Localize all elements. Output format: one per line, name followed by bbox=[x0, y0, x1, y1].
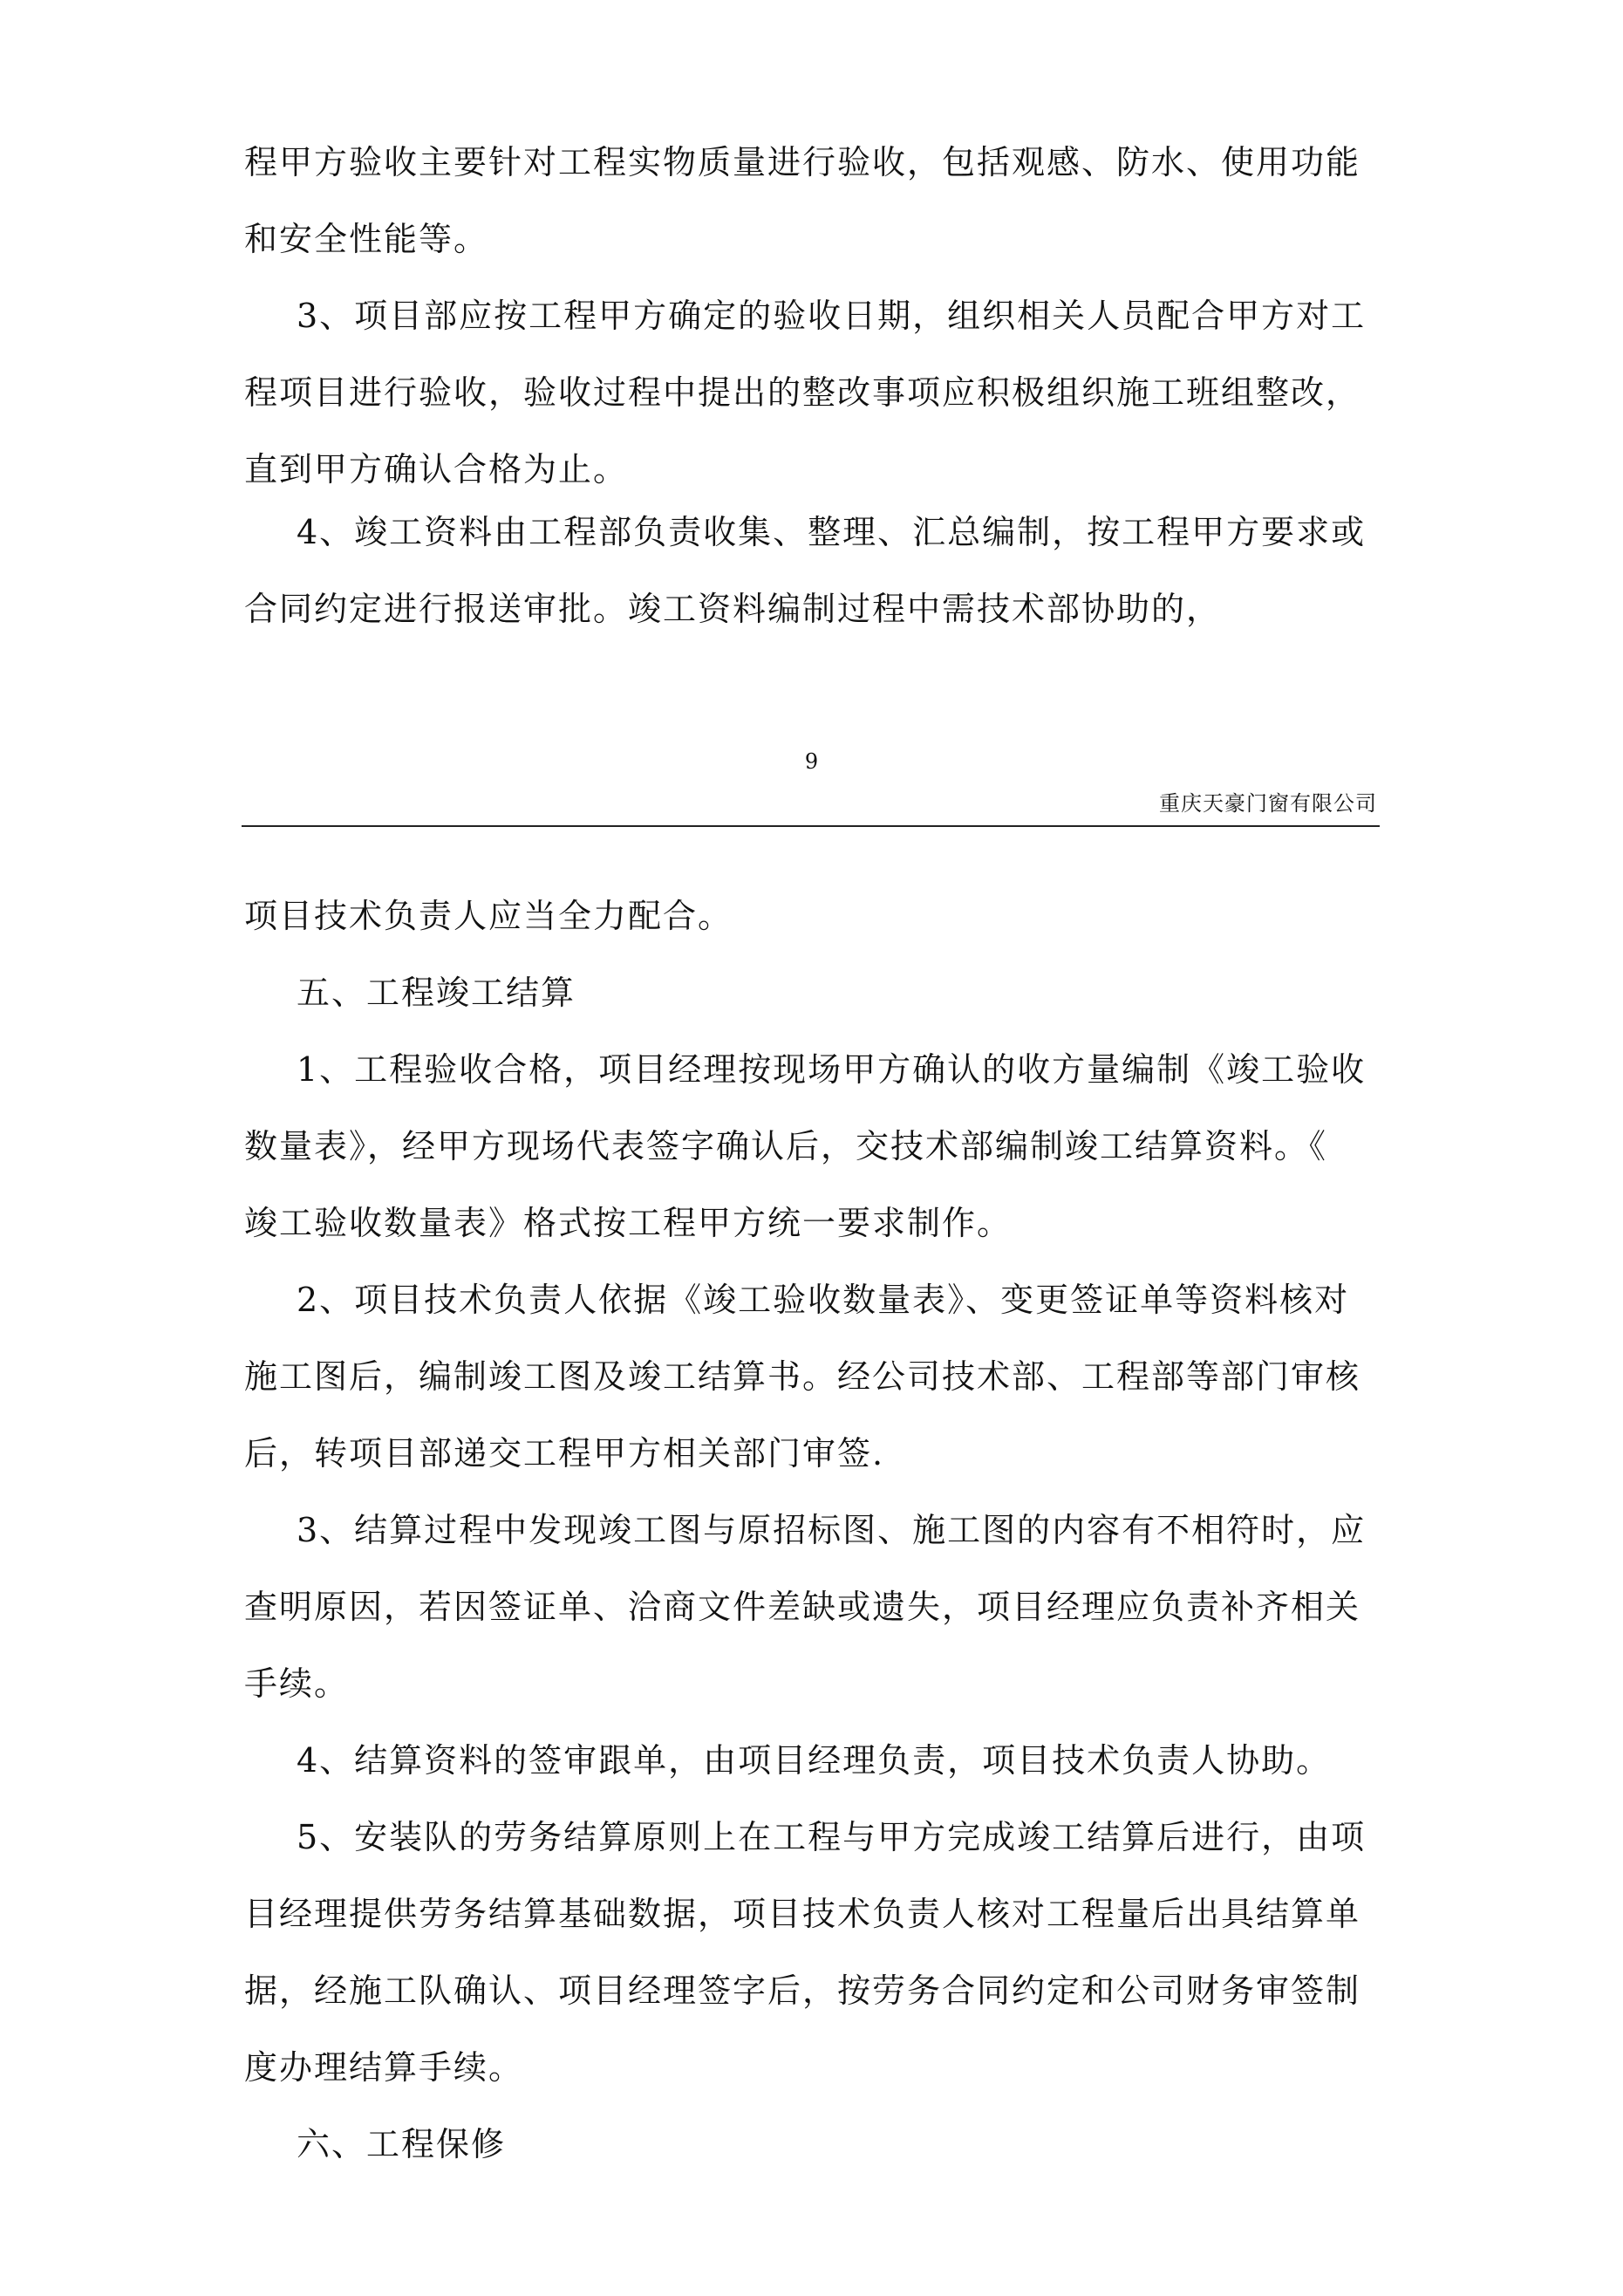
paragraph-settlement-item-4 bbox=[244, 1722, 1395, 1799]
text-line: 和安全性能等。 bbox=[244, 220, 489, 258]
text-line: 4、竣工资料由工程部负责收集、整理、汇总编制，按工程甲方要求或 bbox=[297, 513, 1367, 551]
text-line: 据，经施工队确认、项目经理签字后，按劳务合同约定和公司财务审签制 bbox=[244, 1971, 1361, 2010]
text-line: 六、工程保修 bbox=[297, 2125, 507, 2163]
header-company-name: 重庆天豪门窗有限公司 bbox=[1159, 791, 1377, 816]
header-divider bbox=[242, 825, 1380, 827]
text-line: 直到甲方确认合格为止。 bbox=[244, 450, 629, 489]
text-line: 3、项目部应按工程甲方确定的验收日期，组织相关人员配合甲方对工 bbox=[297, 297, 1367, 335]
text-line: 2、项目技术负责人依据《竣工验收数量表》、变更签证单等资料核对 bbox=[297, 1281, 1350, 1319]
text-line: 后，转项目部递交工程甲方相关部门审签. bbox=[244, 1434, 885, 1473]
text-line: 3、结算过程中发现竣工图与原招标图、施工图的内容有不相符时，应 bbox=[297, 1511, 1367, 1549]
paragraph-settlement-item-5 bbox=[244, 1799, 1395, 2106]
section-heading-six bbox=[244, 2106, 1395, 2183]
text-line: 度办理结算手续。 bbox=[244, 2048, 524, 2087]
text-line: 五、工程竣工结算 bbox=[297, 974, 576, 1012]
text-line: 查明原因，若因签证单、洽商文件差缺或遗失，项目经理应负责补齐相关 bbox=[244, 1588, 1361, 1626]
page-number: 9 bbox=[804, 749, 819, 774]
text-line: 数量表》，经甲方现场代表签字确认后，交技术部编制竣工结算资料。《 bbox=[244, 1127, 1328, 1165]
text-line: 4、结算资料的签审跟单，由项目经理负责，项目技术负责人协助。 bbox=[297, 1741, 1332, 1780]
text-line: 合同约定进行报送审批。竣工资料编制过程中需技术部协助的， bbox=[244, 590, 1222, 628]
text-line: 竣工验收数量表》格式按工程甲方统一要求制作。 bbox=[244, 1204, 1013, 1242]
text-line: 项目技术负责人应当全力配合。 bbox=[244, 897, 733, 935]
paragraph-item-4-documents bbox=[244, 494, 1395, 647]
paragraph-inspection-scope bbox=[244, 124, 1395, 277]
section-heading-five bbox=[244, 954, 1395, 1031]
text-line: 手续。 bbox=[244, 1664, 350, 1703]
paragraph-item-3-acceptance bbox=[244, 277, 1395, 508]
text-line: 5、安装队的劳务结算原则上在工程与甲方完成竣工结算后进行，由项 bbox=[297, 1818, 1367, 1856]
text-line: 目经理提供劳务结算基础数据，项目技术负责人核对工程量后出具结算单 bbox=[244, 1895, 1361, 1933]
paragraph-settlement-item-3 bbox=[244, 1492, 1395, 1722]
text-line: 1、工程验收合格，项目经理按现场甲方确认的收方量编制《竣工验收 bbox=[297, 1050, 1367, 1089]
paragraph-settlement-item-2 bbox=[244, 1261, 1395, 1492]
text-line: 程甲方验收主要针对工程实物质量进行验收，包括观感、防水、使用功能 bbox=[244, 143, 1361, 181]
text-line: 施工图后，编制竣工图及竣工结算书。经公司技术部、工程部等部门审核 bbox=[244, 1357, 1361, 1396]
paragraph-continuation bbox=[244, 878, 1395, 954]
paragraph-settlement-item-1 bbox=[244, 1031, 1395, 1261]
text-line: 程项目进行验收，验收过程中提出的整改事项应积极组织施工班组整改， bbox=[244, 373, 1361, 412]
